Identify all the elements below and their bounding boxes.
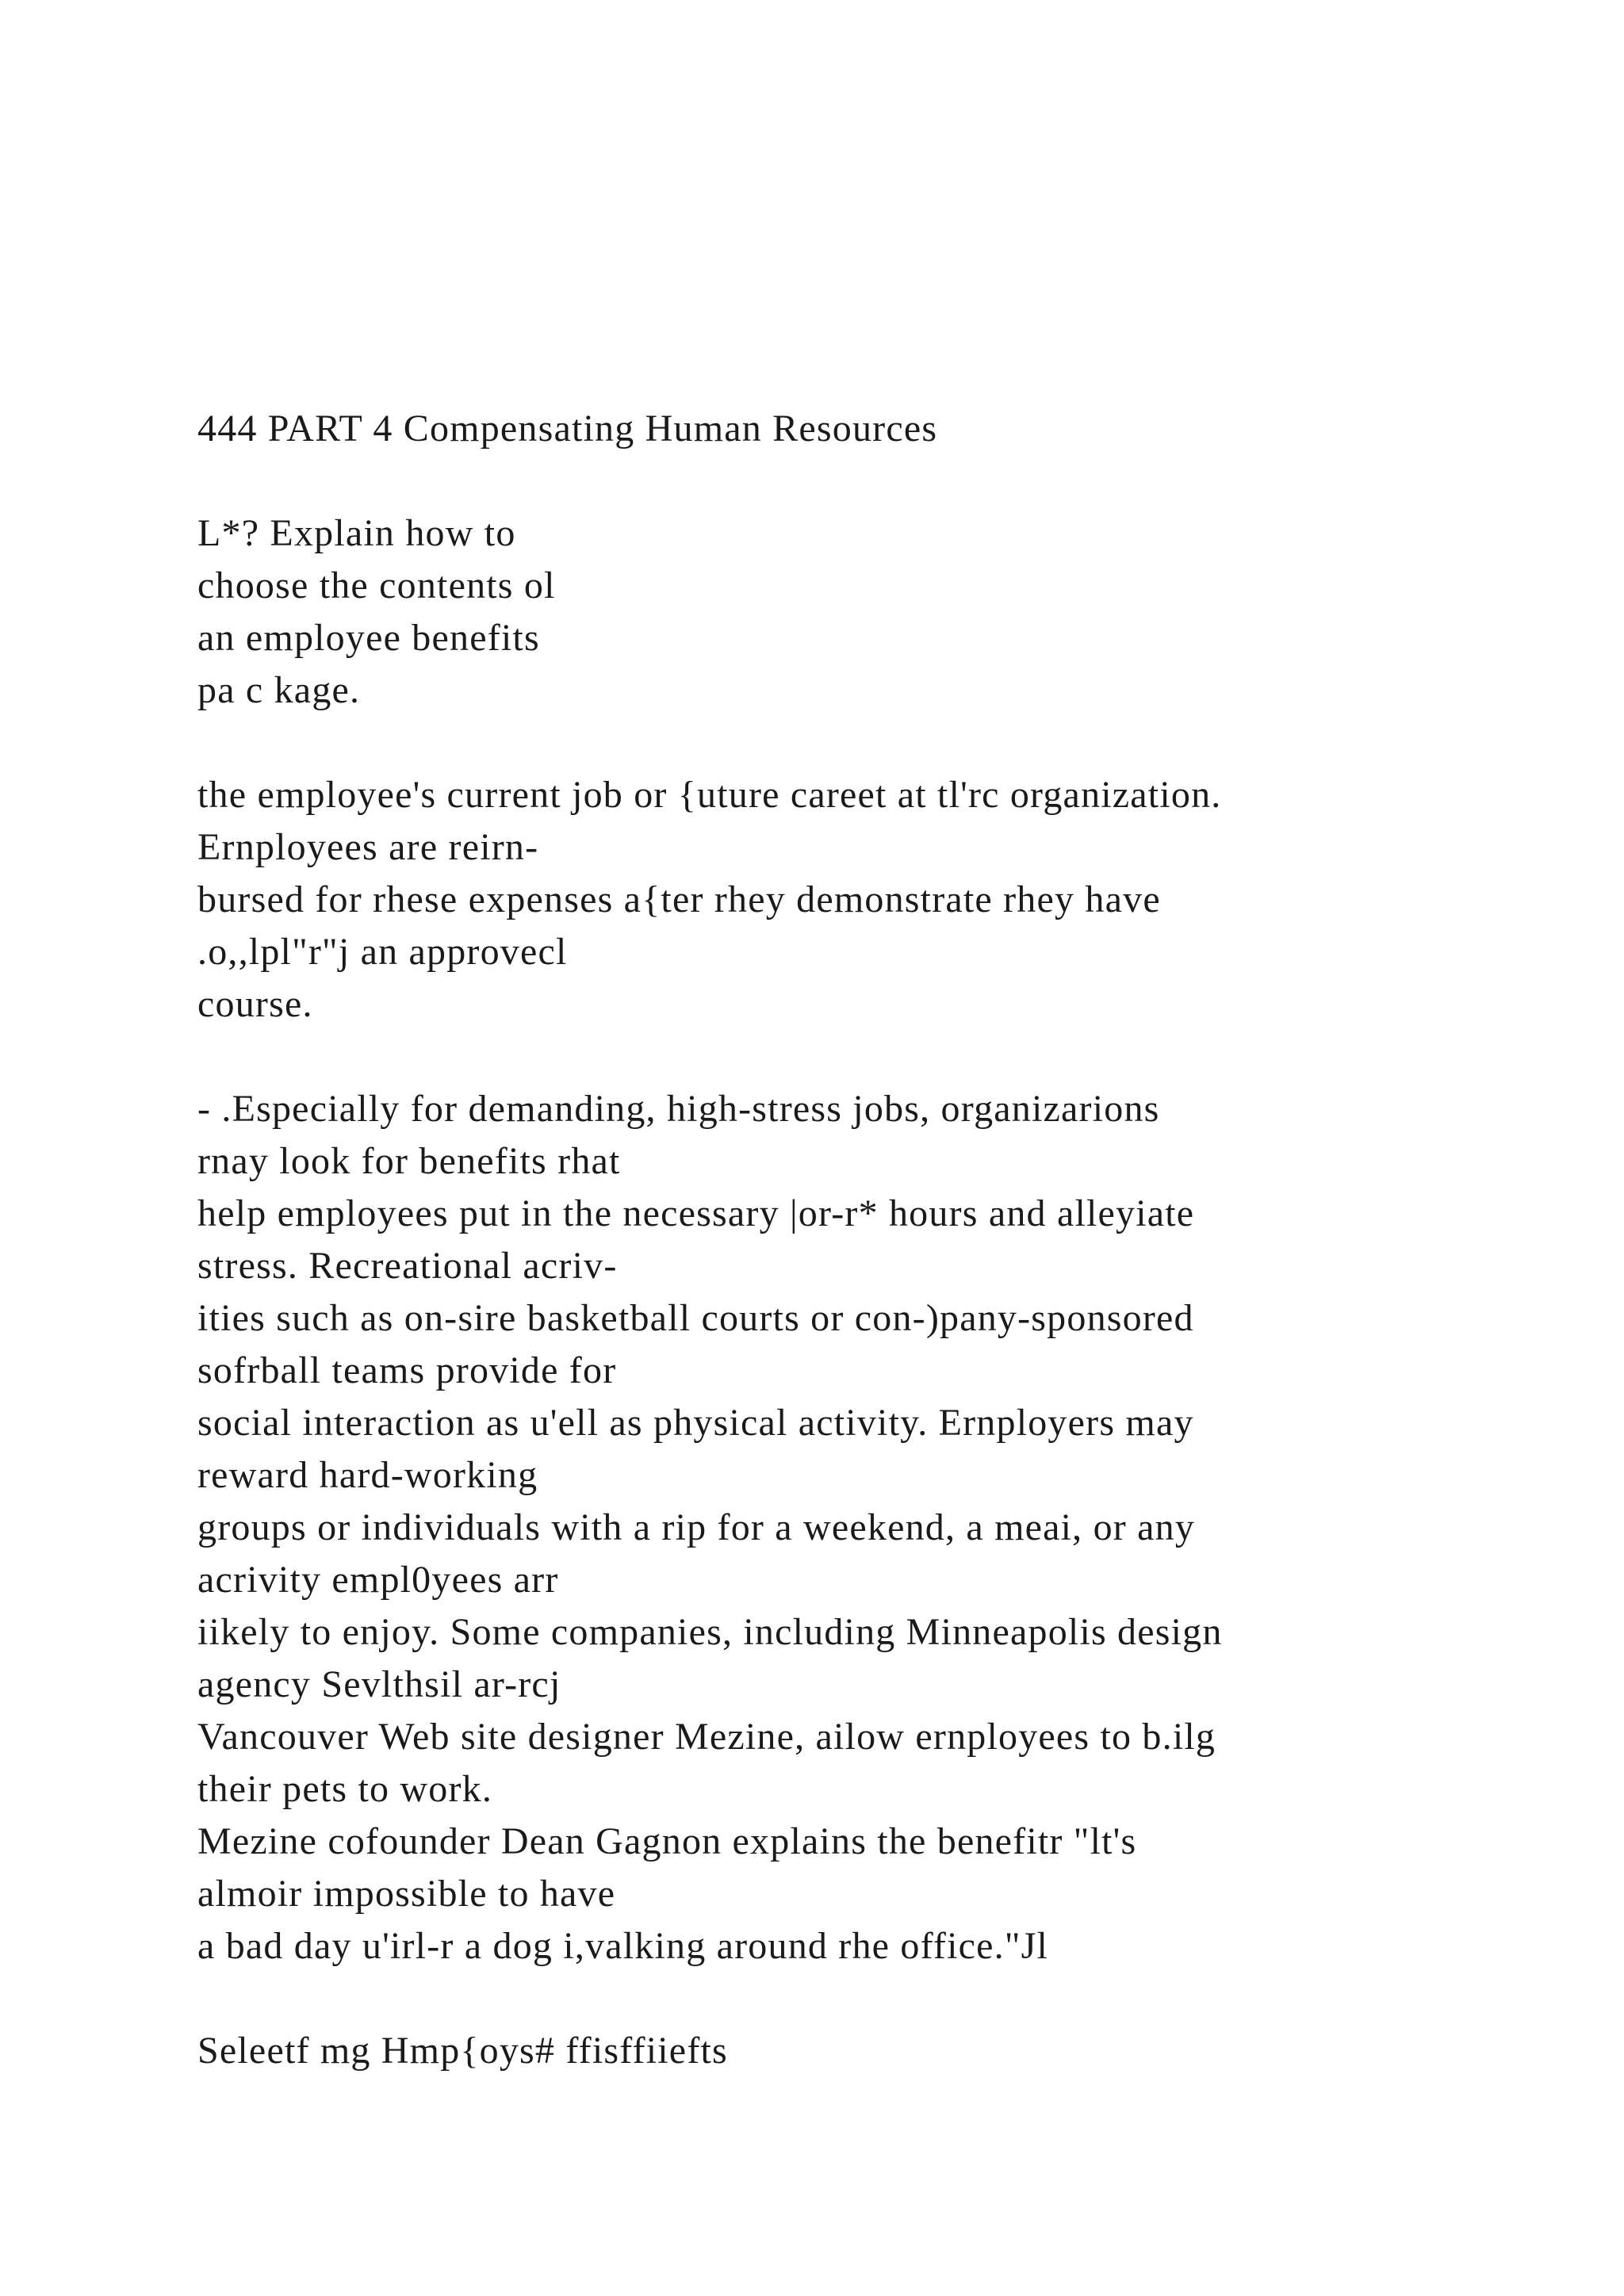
text-line: Vancouver Web site designer Mezine, ailow ernployees to b.ilg xyxy=(197,1716,1216,1758)
spacer xyxy=(197,1031,1593,1083)
text-line: groups or individuals with a rip for a weekend, a meai, or any xyxy=(197,1506,1196,1548)
objective-line: choose the contents ol xyxy=(197,564,556,607)
text-line: a bad day u'irl-r a dog i,valking around rhe office."Jl xyxy=(197,1925,1049,1967)
text-line: their pets to work. xyxy=(197,1768,493,1810)
text-line: .o,,lpl"r"j an approvecl xyxy=(197,931,568,973)
text-line: social interaction as u'ell as physical activity. Ernployers may xyxy=(197,1402,1194,1444)
text-line: rnay look for benefits rhat xyxy=(197,1140,621,1182)
section-heading: Seleetf mg Hmp{oys# ffisffiiefts xyxy=(197,2030,728,2072)
paragraph-tuition xyxy=(197,769,1593,1031)
text-line: acrivity empl0yees arr xyxy=(197,1559,559,1601)
text-line: iikely to enjoy. Some companies, including Minneapolis design xyxy=(197,1611,1223,1653)
text-line: reward hard-working xyxy=(197,1454,538,1496)
objective-line: pa c kage. xyxy=(197,669,361,711)
text-line: stress. Recreational acriv- xyxy=(197,1245,618,1287)
text-line: sofrball teams provide for xyxy=(197,1349,617,1391)
text-line: almoir impossible to have xyxy=(197,1873,616,1915)
text-line: course. xyxy=(197,983,313,1025)
learning-objective xyxy=(197,507,1593,717)
spacer xyxy=(197,455,1593,507)
objective-line: an employee benefits xyxy=(197,617,540,659)
text-line: help employees put in the necessary |or-r* hours and alleyiate xyxy=(197,1192,1195,1234)
text-line: Ernployees are reirn- xyxy=(197,826,539,868)
paragraph-recreation xyxy=(197,1083,1593,1973)
spacer xyxy=(197,717,1593,769)
text-line: bursed for rhese expenses a{ter rhey demonstrate rhey have xyxy=(197,878,1161,920)
spacer xyxy=(197,1973,1593,2025)
text-line: the employee's current job or {uture careet at tl'rc organization. xyxy=(197,774,1222,816)
text-line: ities such as on-sire basketball courts or con-)pany-sponsored xyxy=(197,1297,1194,1339)
objective-line: L*? Explain how to xyxy=(197,512,516,554)
document-page xyxy=(197,403,1593,2077)
text-line: Mezine cofounder Dean Gagnon explains the benefitr "lt's xyxy=(197,1820,1137,1862)
page-header: 444 PART 4 Compensating Human Resources xyxy=(197,408,938,450)
text-line: - .Especially for demanding, high-stress jobs, organizarions xyxy=(197,1088,1160,1130)
text-line: agency Sevlthsil ar-rcj xyxy=(197,1663,561,1705)
